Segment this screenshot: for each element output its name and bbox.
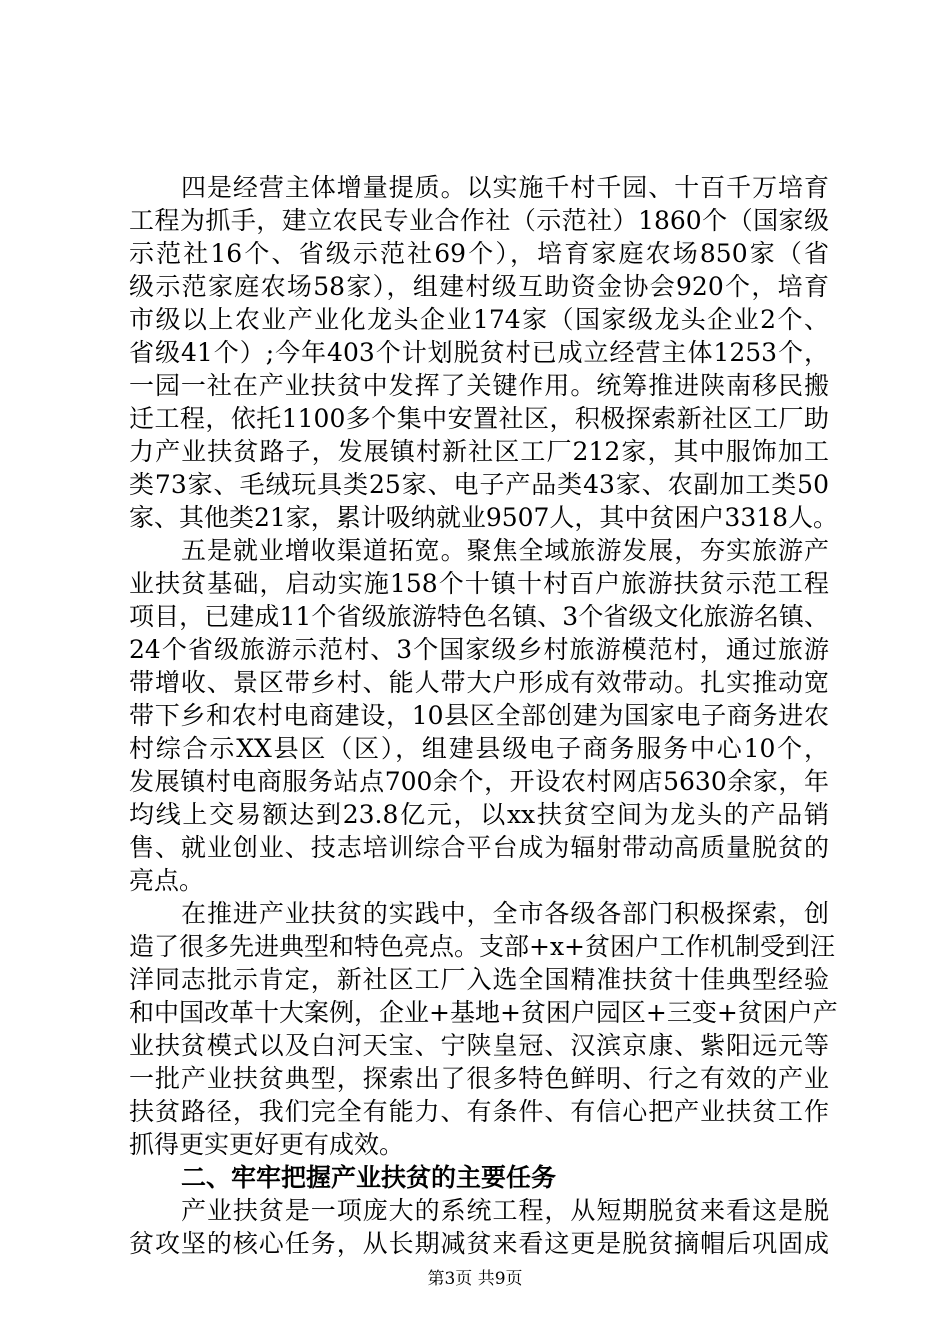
text-line: 项目，已建成11个省级旅游特色名镇、3个省级文化旅游名镇、 — [129, 602, 829, 631]
text-line: 亮点。 — [129, 866, 205, 895]
text-line: 家、其他类21家，累计吸纳就业9507人，其中贫困户3318人。 — [129, 503, 839, 532]
text-line: 带下乡和农村电商建设，10县区全部创建为国家电子商务进农 — [129, 701, 829, 730]
text-line: 业扶贫基础，启动实施158个十镇十村百户旅游扶贫示范工程 — [129, 569, 829, 598]
text-line: 产业扶贫是一项庞大的系统工程，从短期脱贫来看这是脱 — [181, 1196, 829, 1225]
text-line: 力产业扶贫路子，发展镇村新社区工厂212家，其中服饰加工 — [129, 437, 829, 466]
text-line: 市级以上农业产业化龙头企业174家（国家级龙头企业2个、 — [129, 305, 829, 334]
text-line: 类73家、毛绒玩具类25家、电子产品类43家、农副加工类50 — [129, 470, 829, 499]
text-line: 业扶贫模式以及白河天宝、宁陕皇冠、汉滨京康、紫阳远元等 — [129, 1031, 829, 1060]
text-line: 一园一社在产业扶贫中发挥了关键作用。统筹推进陕南移民搬 — [129, 371, 829, 400]
text-line: 扶贫路径，我们完全有能力、有条件、有信心把产业扶贫工作 — [129, 1097, 829, 1126]
text-line: 贫攻坚的核心任务，从长期减贫来看这更是脱贫摘帽后巩固成 — [129, 1229, 829, 1258]
text-line: 迁工程，依托1100多个集中安置社区，积极探索新社区工厂助 — [129, 404, 829, 433]
text-line: 村综合示XX县区（区），组建县级电子商务服务中心10个， — [129, 734, 829, 763]
section-heading: 二、牢牢把握产业扶贫的主要任务 — [181, 1163, 557, 1192]
text-line: 示范社16个、省级示范社69个），培育家庭农场850家（省 — [129, 239, 829, 268]
text-line: 抓得更实更好更有成效。 — [129, 1130, 405, 1159]
text-line: 洋同志批示肯定，新社区工厂入选全国精准扶贫十佳典型经验 — [129, 965, 829, 994]
text-line: 五是就业增收渠道拓宽。聚焦全域旅游发展，夯实旅游产 — [181, 536, 829, 565]
text-line: 24个省级旅游示范村、3个国家级乡村旅游模范村，通过旅游 — [129, 635, 829, 664]
text-line: 售、就业创业、技志培训综合平台成为辐射带动高质量脱贫的 — [129, 833, 829, 862]
text-line: 四是经营主体增量提质。以实施千村千园、十百千万培育 — [181, 173, 829, 202]
text-line: 省级41个）;今年403个计划脱贫村已成立经营主体1253个， — [129, 338, 829, 367]
text-line: 级示范家庭农场58家），组建村级互助资金协会920个，培育 — [129, 272, 829, 301]
text-line: 发展镇村电商服务站点700余个，开设农村网店5630余家，年 — [129, 767, 829, 796]
text-line: 一批产业扶贫典型，探索出了很多特色鲜明、行之有效的产业 — [129, 1064, 829, 1093]
text-line: 造了很多先进典型和特色亮点。支部+x+贫困户工作机制受到汪 — [129, 932, 835, 961]
text-line: 带增收、景区带乡村、能人带大户形成有效带动。扎实推动宽 — [129, 668, 829, 697]
text-line: 均线上交易额达到23.8亿元，以xx扶贫空间为龙头的产品销 — [129, 800, 829, 829]
text-line: 和中国改革十大案例，企业+基地+贫困户园区+三变+贫困户产 — [129, 998, 838, 1027]
page-footer: 第3页 共9页 — [427, 1269, 523, 1289]
text-line: 在推进产业扶贫的实践中，全市各级各部门积极探索，创 — [181, 899, 829, 928]
text-line: 工程为抓手，建立农民专业合作社（示范社）1860个（国家级 — [129, 206, 829, 235]
